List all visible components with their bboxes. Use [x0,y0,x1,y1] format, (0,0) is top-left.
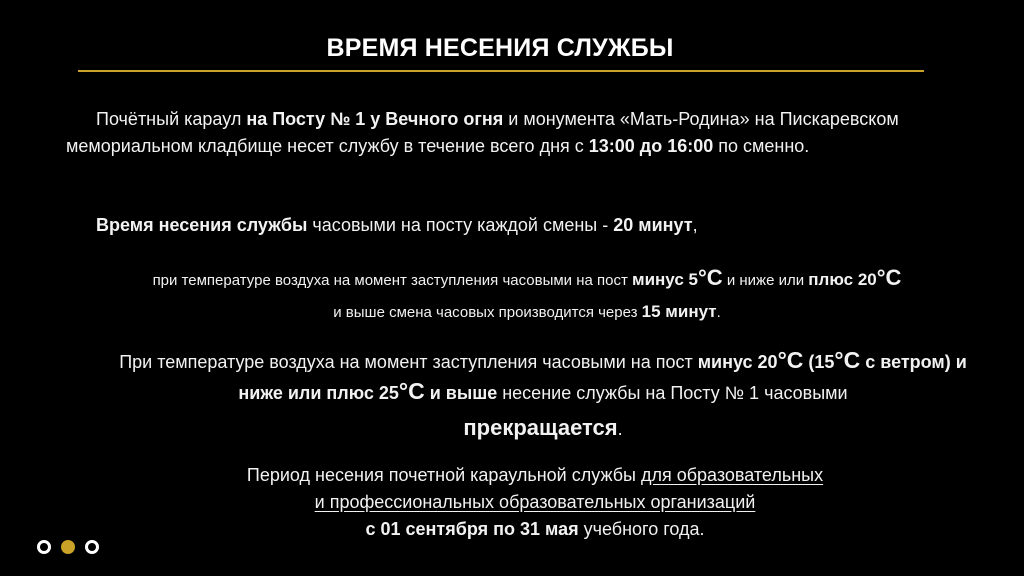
shift-minutes: 20 минут [613,215,693,235]
service-hours: 13:00 до 16:00 [588,136,714,156]
period-dates: с 01 сентября по 31 мая [365,519,579,539]
pager-dot[interactable] [85,540,99,554]
paragraph-temperature-shift: при температуре воздуха на момент заступления часовыми на пост минус 5°C и ниже или плюс 20°C и выше смена часовых производится через 15 минут. [152,265,902,321]
paragraph-shift-duration: Время несения службы часовыми на посту каждой смены - 20 минут, [96,215,698,235]
stop-word: прекращается [463,415,618,440]
title-underline [78,70,924,72]
pager-dot[interactable] [37,540,51,554]
paragraph-guard-post: Почётный караул на Посту № 1 у Вечного огня и монумента «Мать-Родина» на Пискаревском мемориальном кладбище несет службу в течение всего дня с 13:00 до 16:00 по сменно. [66,109,899,156]
paragraph-service-period: Период несения почетной караульной службы для образовательных и профессиональных образовательных организаций с 01 сентября по 31 мая учебного года. [246,465,824,539]
paragraph-service-stop: При температуре воздуха на момент заступления часовыми на пост минус 20°C (15°C с ветром) и ниже или плюс 25°C и выше несение службы на Посту № 1 часовыми прекращается. [119,347,967,440]
slide-pager [37,540,99,554]
slide-title: ВРЕМЯ НЕСЕНИЯ СЛУЖБЫ [326,34,674,62]
post-name: на Посту № 1 у Вечного огня [246,109,504,129]
pager-dot-active[interactable] [61,540,75,554]
